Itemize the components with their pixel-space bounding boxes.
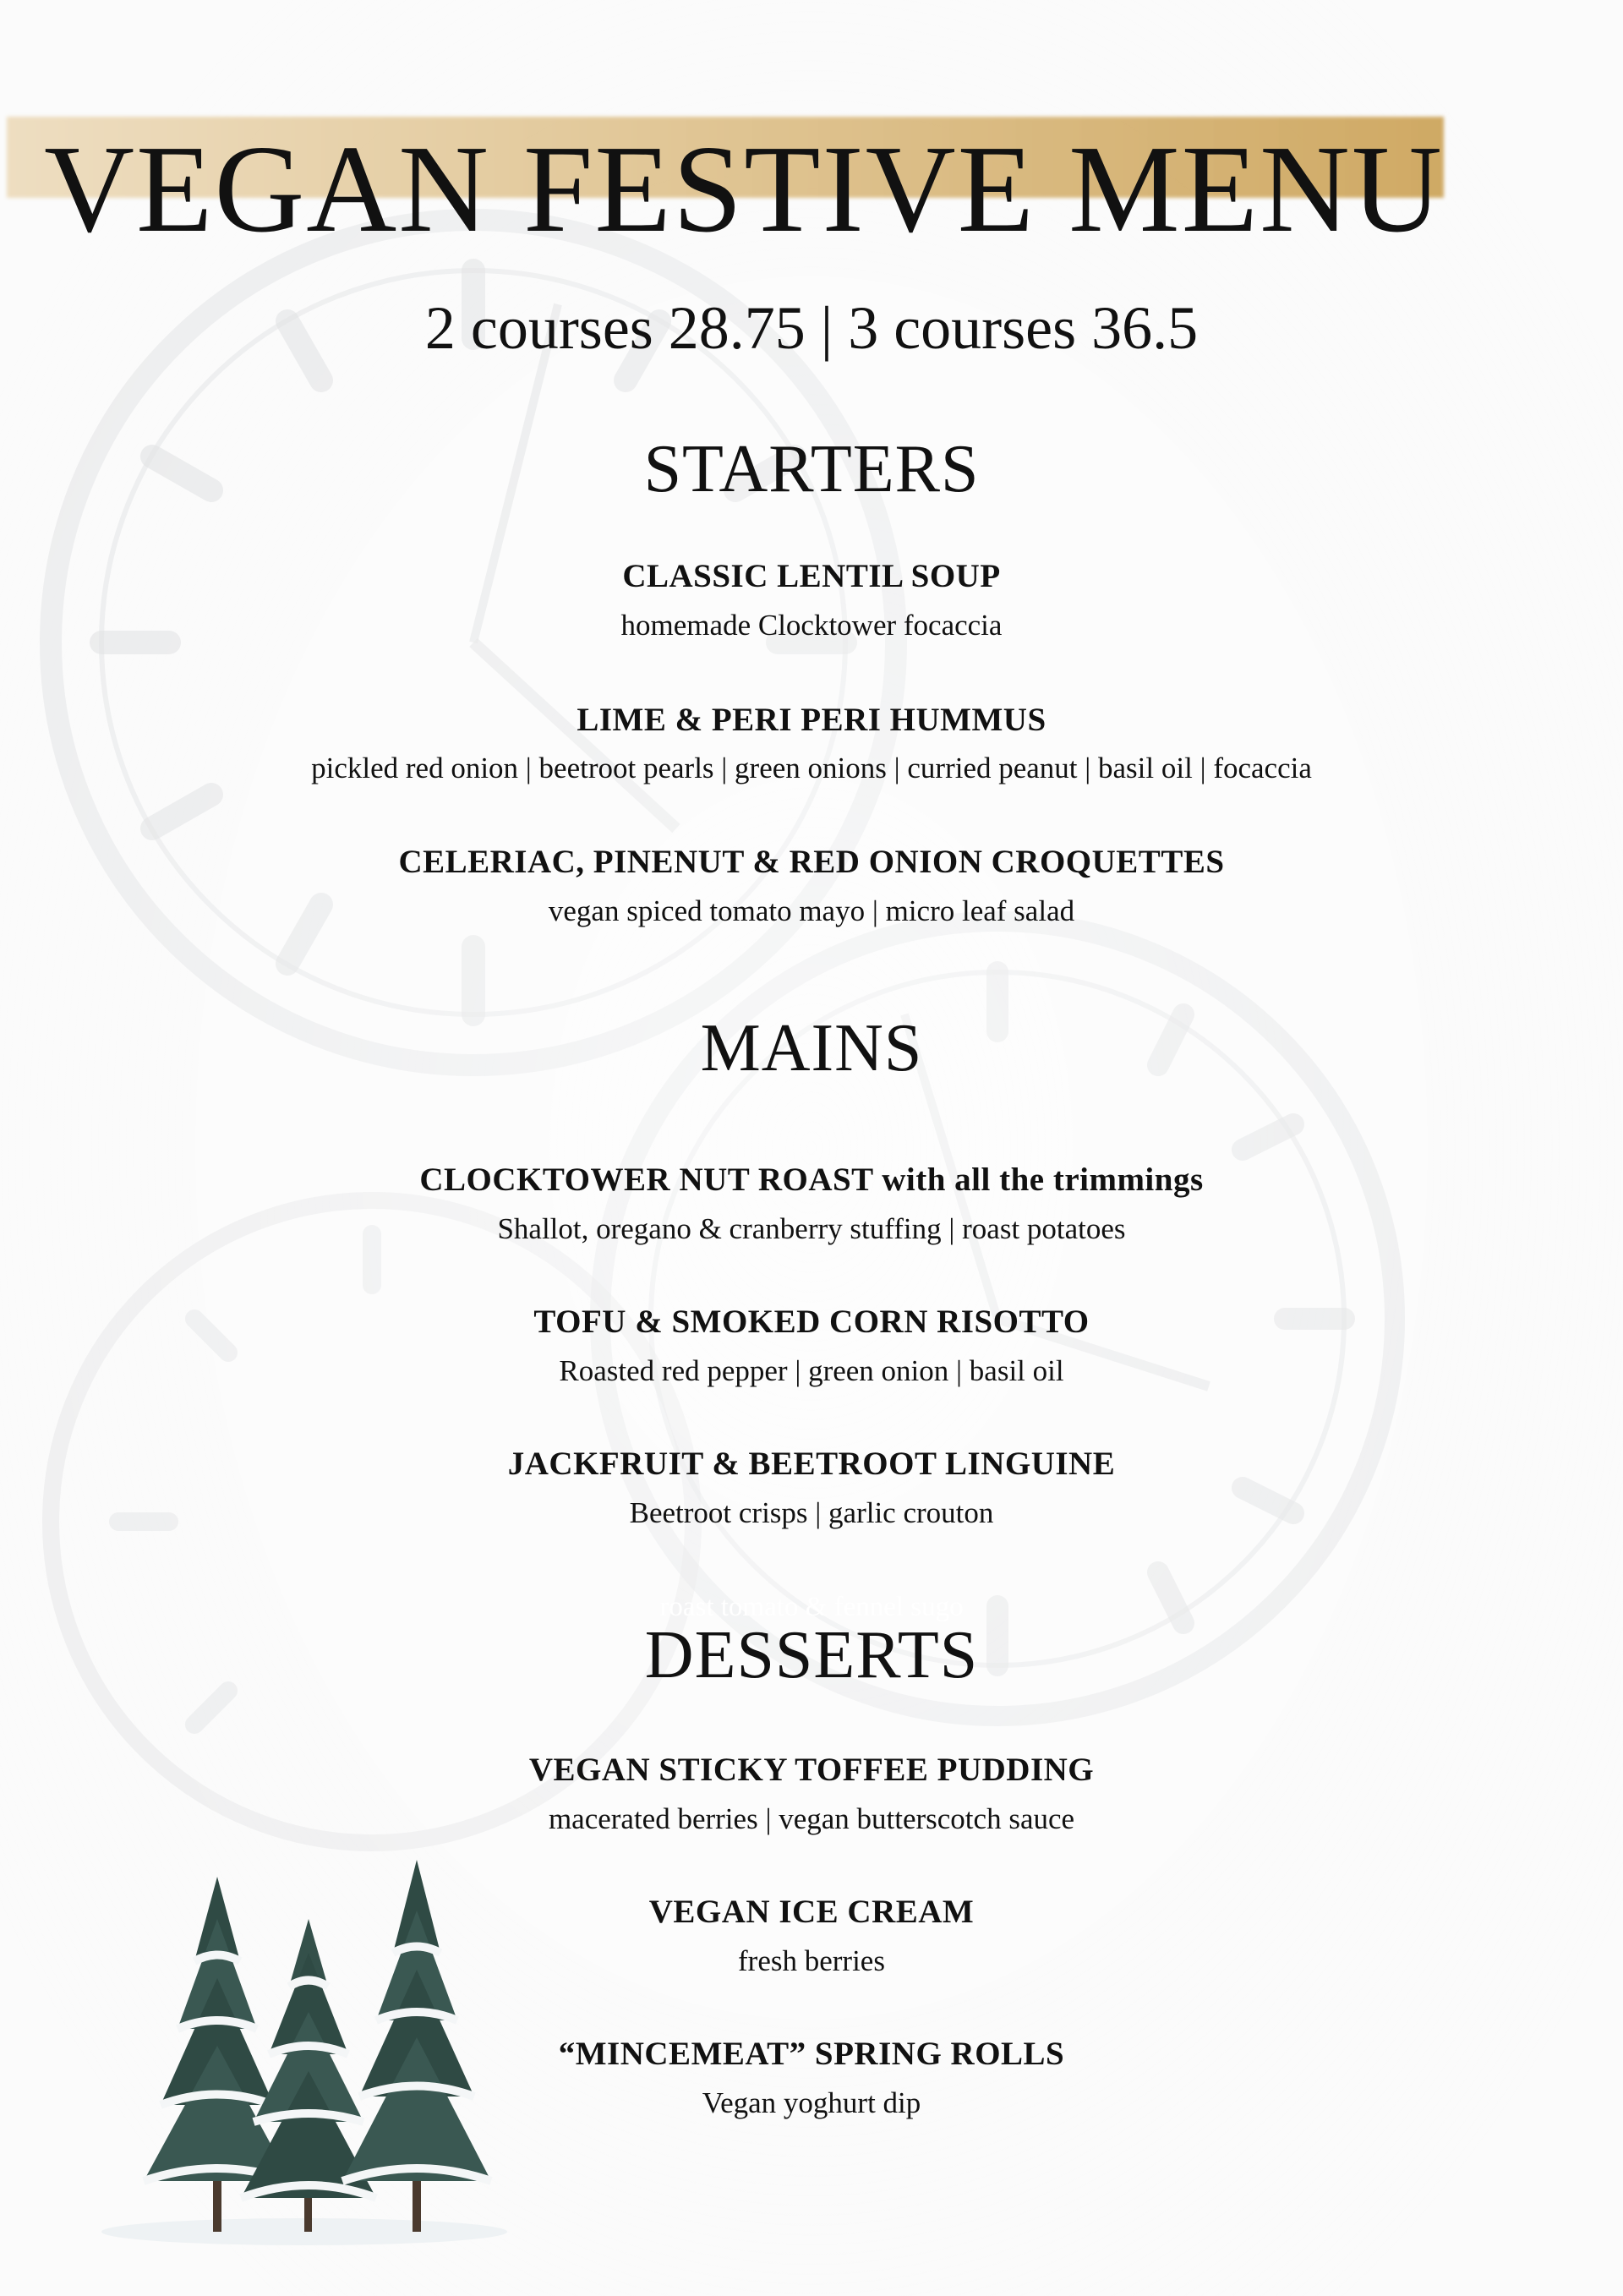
mains-heading: MAINS — [700, 1011, 923, 1085]
starters-heading: STARTERS — [643, 432, 980, 506]
main-item-name: CLOCKTOWER NUT ROAST with all the trimmings — [419, 1162, 1204, 1198]
main-item-description: Beetroot crisps | garlic crouton — [629, 1496, 994, 1529]
starter-item-description: pickled red onion | beetroot pearls | green onions | curried peanut | basil oil | focaccia — [311, 752, 1312, 784]
starter-item-name: CELERIAC, PINENUT & RED ONION CROQUETTES — [398, 844, 1225, 880]
main-item-name: JACKFRUIT & BEETROOT LINGUINE — [507, 1446, 1116, 1482]
dessert-item-name: “MINCEMEAT” SPRING ROLLS — [558, 2036, 1065, 2072]
dessert-item-name: VEGAN STICKY TOFFEE PUDDING — [528, 1752, 1095, 1788]
starter-item-name: CLASSIC LENTIL SOUP — [622, 558, 1001, 594]
course-prices: 2 courses 28.75 | 3 courses 36.5 — [424, 294, 1199, 362]
dessert-item-description: Vegan yoghurt dip — [702, 2086, 921, 2119]
starter-item-description: homemade Clocktower focaccia — [620, 609, 1003, 642]
main-item-description: Shallot, oregano & cranberry stuffing | roast potatoes — [497, 1212, 1126, 1245]
snowy-pine-trees-illustration — [93, 1860, 516, 2249]
menu-title: VEGAN FESTIVE MENU — [44, 120, 1444, 259]
main-item-name: TOFU & SMOKED CORN RISOTTO — [533, 1304, 1090, 1340]
dessert-item-name: VEGAN ICE CREAM — [648, 1894, 975, 1930]
starter-item-name: LIME & PERI PERI HUMMUS — [577, 702, 1046, 738]
dessert-item-description: macerated berries | vegan butterscotch sauce — [548, 1802, 1075, 1835]
main-item-description: Roasted red pepper | green onion | basil oil — [559, 1354, 1064, 1387]
ghost-description: roast tomato & fennel sugo — [659, 1592, 964, 1622]
dessert-item-description: fresh berries — [738, 1944, 885, 1977]
desserts-heading: DESSERTS — [644, 1618, 979, 1692]
starter-item-description: vegan spiced tomato mayo | micro leaf salad — [548, 894, 1075, 927]
